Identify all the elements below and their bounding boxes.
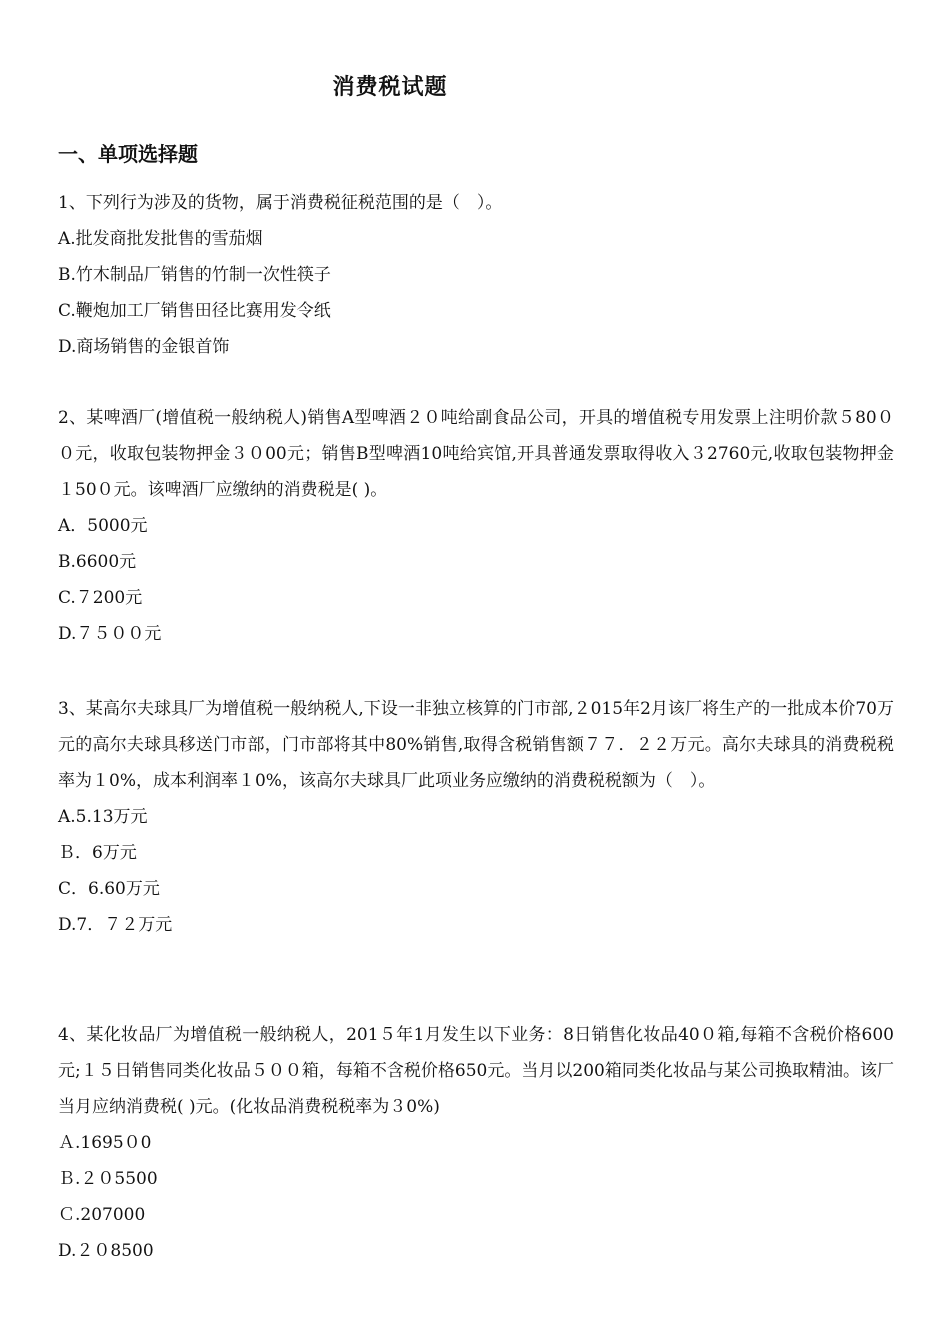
option-c: C．6.60万元 [58,879,160,899]
section-heading: 一、单项选择题 [58,142,198,166]
option-a: A.5.13万元 [58,807,148,827]
option-b: Ｂ.２０5500 [58,1169,158,1189]
option-c: C.７200元 [58,588,143,608]
option-a: A．5000元 [58,516,148,536]
option-c: C.鞭炮加工厂销售田径比赛用发令纸 [58,301,331,321]
option-a: A.批发商批发批售的雪茄烟 [58,229,263,249]
question-2 [58,400,894,652]
option-c: Ｃ.207000 [58,1205,146,1225]
question-4 [58,1017,894,1269]
question-1 [58,185,894,365]
option-b: B.竹木制品厂销售的竹制一次性筷子 [58,265,331,285]
option-d: D.２０8500 [58,1241,154,1261]
question-stem: 3、某高尔夫球具厂为增值税一般纳税人,下设一非独立核算的门市部,２015年2月该厂将生产的一批成本价70万元的高尔夫球具移送门市部，门市部将其中80%销售,取得含税销售额７７．２２万元。高尔夫球具的消费税税率为１0%，成本利润率１0%，该高尔夫球具厂此项业务应缴纳的消费税税额为（ ）。 [58,699,894,791]
question-stem: 2、某啤酒厂(增值税一般纳税人)销售A型啤酒２０吨给副食品公司，开具的增值税专用发票上注明价款５80００元，收取包装物押金３０00元；销售B型啤酒10吨给宾馆,开具普通发票取得收入３2760元,收取包装物押金１50０元。该啤酒厂应缴纳的消费税是( )。 [58,408,894,500]
option-b: Ｂ．6万元 [58,843,137,863]
option-d: D.7．７２万元 [58,915,173,935]
question-stem: 4、某化妆品厂为增值税一般纳税人，201５年1月发生以下业务：8日销售化妆品40０箱,每箱不含税价格600元;１５日销售同类化妆品５００箱，每箱不含税价格650元。当月以200箱同类化妆品与某公司换取精油。该厂当月应纳消费税( )元。(化妆品消费税税率为３0%) [58,1025,894,1117]
option-a: Ａ.1695０0 [58,1133,152,1153]
option-d: D.７５００元 [58,624,162,644]
document-title: 消费税试题 [332,75,448,100]
question-3 [58,691,894,943]
question-stem: 1、下列行为涉及的货物，属于消费税征税范围的是（ ）。 [58,193,503,213]
option-d: D.商场销售的金银首饰 [58,337,230,357]
option-b: B.6600元 [58,552,137,572]
